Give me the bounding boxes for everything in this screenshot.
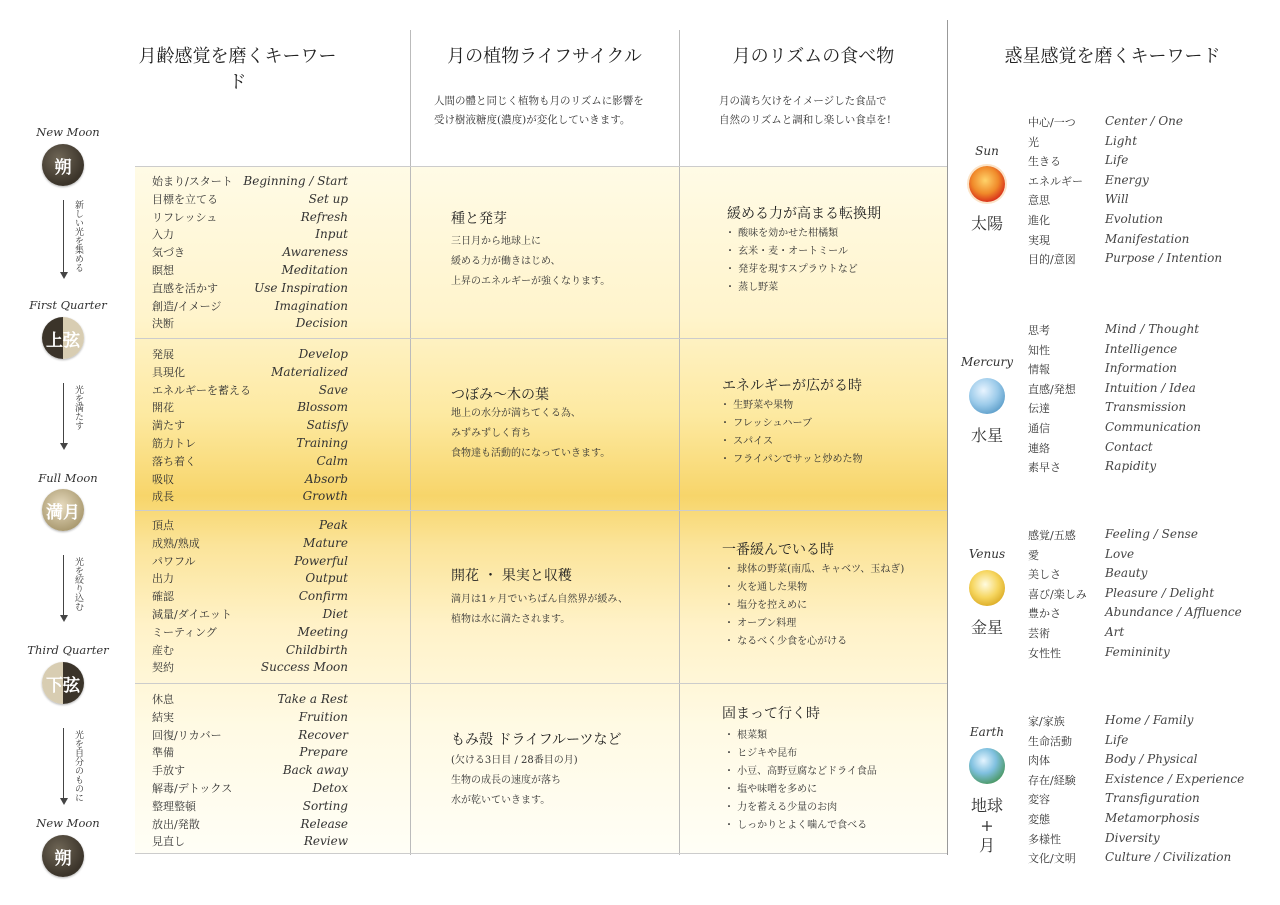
- keyword-en: Use Inspiration: [254, 280, 348, 295]
- food-item: ・ 塩分を控えめに: [724, 600, 808, 611]
- food-item: ・ スパイス: [720, 436, 774, 447]
- keyword-row: [152, 434, 348, 452]
- planet-keyword-en: Art: [1105, 625, 1125, 639]
- food-item: ・ 酸味を効かせた柑橘類: [725, 228, 839, 239]
- planet-keyword-en: Feeling / Sense: [1105, 527, 1198, 541]
- planet-keyword-jp: 喜び/楽しみ: [1028, 587, 1087, 601]
- keyword-jp: 解毒/デトックス: [152, 782, 233, 795]
- planet-name-jp: 地球: [970, 796, 1003, 815]
- food-item: ・ オーブン料理: [724, 618, 797, 629]
- keyword-row: [152, 381, 348, 399]
- keyword-row: [152, 587, 348, 605]
- keyword-jp: リフレッシュ: [152, 210, 218, 224]
- keyword-jp: 直感を活かす: [152, 281, 218, 295]
- keyword-en: Refresh: [300, 209, 348, 224]
- arrow-down-icon: [60, 272, 68, 279]
- planet-keyword-en: Culture / Civilization: [1105, 850, 1232, 865]
- keyword-row: [152, 534, 348, 552]
- keyword-en: Confirm: [298, 589, 348, 604]
- keyword-en: Growth: [302, 489, 348, 504]
- planet-keyword-jp: 意思: [1028, 194, 1050, 208]
- keyword-en: Blossom: [297, 400, 348, 415]
- keyword-en: Develop: [298, 347, 348, 361]
- keyword-jp: 手放す: [152, 764, 185, 778]
- keyword-jp: 満たす: [152, 419, 185, 433]
- keyword-row: [152, 190, 348, 208]
- keyword-row: [152, 225, 348, 243]
- keyword-row: [152, 708, 348, 726]
- planet-keyword-jp: 実現: [1028, 233, 1050, 247]
- plant-line: 植物は水に満たされます。: [451, 614, 571, 625]
- keyword-en: Fruition: [298, 709, 348, 724]
- keyword-row: [152, 261, 348, 279]
- intro-line: 人間の體と同じく植物も月のリズムに影響を: [434, 95, 644, 107]
- keyword-row: [152, 743, 348, 761]
- planet-keyword-en: Life: [1105, 153, 1129, 168]
- keywords-header: 月齢感覚を磨くキーワード: [138, 46, 337, 93]
- planet-keyword-en: Will: [1105, 192, 1129, 207]
- keyword-jp: 休息: [152, 693, 174, 706]
- food-item: ・ 塩や味噌を多めに: [724, 784, 818, 795]
- plant-title: 開花 ・ 果実と収穫: [451, 568, 572, 584]
- plant-text: [451, 404, 610, 464]
- food-item: ・ 火を通した果物: [724, 582, 808, 593]
- keyword-jp: 発展: [152, 348, 174, 361]
- keyword-en: Childbirth: [285, 642, 348, 657]
- mercury-icon: [969, 378, 1005, 414]
- planet-keyword-en: Existence / Experience: [1105, 771, 1245, 786]
- food-item: ・ フライパンでサッと炒めた物: [720, 454, 863, 465]
- planet-keyword-jp: 中心/一つ: [1028, 116, 1076, 129]
- keyword-en: Output: [305, 571, 348, 586]
- keyword-jp: 回復/リカバー: [152, 728, 222, 742]
- moon-label-new: New Moon: [36, 125, 100, 139]
- planet-keyword-jp: 感覚/五感: [1028, 529, 1076, 542]
- planet-keyword-jp: 愛: [1028, 548, 1039, 562]
- keyword-jp: 頂点: [152, 519, 174, 532]
- plant-line: 緩める力が働きはじめ、: [451, 256, 561, 267]
- keyword-row: [152, 832, 348, 850]
- planet-keyword-jp: 素早さ: [1028, 461, 1061, 475]
- intro-line: 受け樹液糖度(濃度)が変化していきます。: [434, 114, 631, 126]
- food-header: 月のリズムの食べ物: [732, 46, 895, 67]
- food-list: [724, 561, 904, 651]
- keyword-row: [152, 314, 348, 332]
- food-item: ・ 小豆、高野豆腐などドライ食品: [724, 766, 877, 777]
- plant-header: 月の植物ライフサイクル: [447, 46, 642, 67]
- planet-keyword-jp: 生命活動: [1028, 734, 1072, 748]
- food-item: ・ しっかりとよく噛んで食べる: [724, 820, 868, 831]
- food-item: ・ フレッシュハーブ: [720, 418, 812, 429]
- keyword-en: Materialized: [271, 364, 348, 379]
- keyword-en: Success Moon: [260, 660, 348, 675]
- keyword-row: [152, 797, 348, 815]
- keyword-en: Input: [315, 227, 348, 242]
- plant-title: もみ殻 ドライフルーツなど: [451, 732, 622, 748]
- planet-keyword-en: Contact: [1105, 439, 1153, 454]
- keyword-jp: 見直し: [152, 835, 185, 849]
- moon-label-new: New Moon: [36, 816, 100, 830]
- full-moon-icon: 満月: [42, 489, 84, 531]
- plant-line: 生物の成長の速度が落ち: [451, 775, 561, 786]
- keyword-jp: 創造/イメージ: [152, 299, 222, 313]
- planet-keyword-jp: 女性性: [1028, 646, 1061, 660]
- keyword-jp: 気づき: [152, 246, 185, 260]
- planet-keyword-jp: 多様性: [1028, 832, 1061, 846]
- planet-plus: +: [980, 816, 994, 835]
- planet-keyword-en: Evolution: [1105, 212, 1163, 226]
- planet-keyword-en: Diversity: [1105, 830, 1160, 845]
- keyword-row: [152, 658, 348, 676]
- keyword-jp: 確認: [152, 590, 174, 604]
- food-title: 緩める力が高まる転換期: [727, 206, 881, 222]
- keyword-en: Back away: [282, 763, 348, 778]
- planet-keyword-jp: 情報: [1028, 363, 1050, 377]
- keyword-jp: 出力: [152, 572, 174, 586]
- planet-keyword-en: Beauty: [1105, 566, 1148, 581]
- phase-divider: [135, 166, 947, 167]
- planet-name-en: Sun: [975, 144, 999, 158]
- column-divider: [679, 30, 680, 855]
- keyword-row: [152, 569, 348, 587]
- planet-keyword-jp: 思考: [1028, 324, 1050, 337]
- keyword-row: [152, 779, 348, 797]
- planet-keyword-jp: 文化/文明: [1028, 852, 1076, 866]
- planet-keyword-jp: 美しさ: [1028, 568, 1061, 582]
- keyword-jp: 目標を立てる: [152, 192, 218, 206]
- keyword-row: [152, 452, 348, 470]
- keyword-jp: 成熟/熟成: [152, 536, 200, 550]
- phase-caption: 光を自分のものに: [73, 730, 83, 802]
- keyword-row: [152, 470, 348, 488]
- planet-keyword-jp: 芸術: [1028, 627, 1050, 640]
- keyword-en: Awareness: [282, 245, 348, 260]
- keyword-row: [152, 487, 348, 505]
- food-title: 固まって行く時: [722, 706, 820, 722]
- keyword-jp: 整理整頓: [152, 799, 196, 813]
- keyword-jp: エネルギーを蓄える: [152, 383, 251, 397]
- food-title: エネルギーが広がる時: [722, 378, 862, 394]
- planet-keyword-jp: 変容: [1028, 793, 1050, 807]
- planet-name-jp-moon: 月: [978, 836, 995, 855]
- planet-name-en: Earth: [969, 725, 1005, 739]
- keyword-en: Recover: [298, 727, 348, 742]
- planet-keyword-en: Life: [1105, 732, 1129, 747]
- keyword-row: [152, 243, 348, 261]
- planet-keyword-en: Home / Family: [1105, 713, 1194, 727]
- keyword-row: [152, 398, 348, 416]
- planet-keyword-en: Light: [1105, 133, 1138, 148]
- keyword-row: [152, 297, 348, 315]
- third-quarter-moon-icon: 下弦: [42, 662, 84, 704]
- phase-caption: 光を満たす: [73, 385, 83, 430]
- keyword-row: [152, 172, 348, 190]
- keyword-jp: 契約: [152, 661, 174, 675]
- phase-arrow: [63, 383, 64, 443]
- food-item: ・ 発芽を現すスプラウトなど: [725, 264, 858, 275]
- plant-text: [451, 232, 610, 292]
- food-intro: [719, 92, 891, 130]
- phase-divider: [135, 338, 947, 339]
- keyword-jp: 落ち着く: [152, 454, 196, 468]
- new-moon-icon: 朔: [42, 144, 84, 186]
- keyword-en: Save: [318, 382, 348, 397]
- earth-icon: [969, 748, 1005, 784]
- planet-keyword-jp: 家/家族: [1028, 715, 1065, 728]
- column-divider: [947, 20, 948, 855]
- food-item: ・ なるべく少食を心がける: [724, 636, 848, 647]
- plant-line: 地上の水分が満ちてくる為、: [451, 408, 581, 419]
- intro-line: 自然のリズムと調和し楽しい食卓を!: [719, 114, 892, 126]
- plant-text: [451, 751, 578, 811]
- keyword-en: Diet: [322, 607, 348, 621]
- planet-keyword-en: Center / One: [1105, 114, 1184, 128]
- keyword-en: Take a Rest: [277, 692, 348, 706]
- keyword-row: [152, 761, 348, 779]
- food-item: ・ 力を蓄える少量のお肉: [724, 802, 838, 813]
- planet-keyword-en: Femininity: [1105, 644, 1170, 659]
- food-item: ・ 根菜類: [724, 730, 768, 741]
- keyword-jp: 結実: [152, 710, 174, 724]
- planet-keyword-en: Intelligence: [1105, 341, 1178, 356]
- arrow-down-icon: [60, 615, 68, 622]
- food-list: [725, 225, 858, 297]
- planet-keyword-jp: 肉体: [1028, 754, 1050, 768]
- keyword-en: Absorb: [304, 471, 348, 486]
- plant-title: つぼみ〜木の葉: [451, 387, 549, 403]
- arrow-down-icon: [60, 443, 68, 450]
- planet-keyword-jp: 通信: [1028, 422, 1050, 435]
- planet-keyword-jp: 存在/経験: [1028, 773, 1076, 787]
- planet-keyword-en: Manifestation: [1105, 231, 1190, 246]
- keyword-row: [152, 605, 348, 623]
- planet-keyword-en: Information: [1105, 361, 1178, 376]
- planets-header: 惑星感覚を磨くキーワード: [1004, 46, 1221, 67]
- keyword-jp: ミーティング: [152, 625, 217, 639]
- keyword-jp: 開花: [152, 401, 174, 415]
- plant-line: 三日月から地球上に: [451, 236, 541, 247]
- keyword-en: Meditation: [281, 263, 348, 277]
- keyword-jp: 入力: [152, 228, 174, 242]
- planet-name-jp: 太陽: [970, 214, 1003, 233]
- planet-keyword-en: Rapidity: [1105, 459, 1157, 474]
- keyword-en: Calm: [316, 453, 348, 468]
- first-quarter-moon-icon: 上弦: [42, 317, 84, 359]
- sun-icon: [969, 166, 1005, 202]
- keyword-row: [152, 345, 348, 363]
- planet-keyword-en: Communication: [1105, 420, 1201, 434]
- planet-keyword-jp: 生きる: [1028, 155, 1061, 169]
- column-divider: [410, 30, 411, 855]
- planet-keyword-en: Transmission: [1105, 400, 1187, 415]
- planet-keyword-en: Energy: [1105, 172, 1149, 187]
- keyword-en: Imagination: [274, 298, 348, 313]
- moon-label-first-quarter: First Quarter: [29, 298, 107, 312]
- keyword-en: Training: [296, 436, 348, 450]
- keyword-en: Prepare: [299, 745, 348, 760]
- keyword-row: [152, 623, 348, 641]
- keyword-jp: 減量/ダイエット: [152, 608, 232, 621]
- keyword-jp: 産む: [152, 643, 174, 657]
- plant-line: (欠ける3日目 / 28番目の月): [451, 755, 578, 766]
- planet-keyword-en: Purpose / Intention: [1105, 251, 1223, 266]
- food-item: ・ 蒸し野菜: [725, 282, 779, 293]
- planet-keyword-jp: エネルギー: [1028, 174, 1083, 188]
- plant-intro: [434, 92, 644, 130]
- keyword-jp: 始まり/スタート: [152, 175, 233, 188]
- keyword-row: [152, 815, 348, 833]
- planet-name-en: Mercury: [960, 355, 1014, 369]
- planet-keyword-jp: 伝達: [1028, 402, 1050, 416]
- phase-caption: 光を絞り込む: [73, 557, 83, 611]
- food-list: [724, 727, 877, 835]
- keyword-jp: 放出/発散: [152, 817, 200, 831]
- new-moon-icon: 朔: [42, 835, 84, 877]
- planet-keyword-en: Pleasure / Delight: [1105, 585, 1215, 600]
- plant-title: 種と発芽: [451, 211, 507, 227]
- planet-name-jp: 金星: [970, 618, 1003, 637]
- keyword-jp: 準備: [152, 746, 174, 760]
- keyword-en: Detox: [312, 781, 348, 795]
- keyword-row: [152, 516, 348, 534]
- planet-keyword-jp: 目的/意図: [1028, 253, 1076, 267]
- keyword-en: Set up: [308, 191, 348, 206]
- planet-keyword-jp: 光: [1028, 135, 1039, 149]
- keyword-en: Decision: [295, 316, 348, 331]
- planet-keyword-en: Transfiguration: [1105, 791, 1200, 806]
- planet-name-en: Venus: [968, 547, 1006, 561]
- plant-text: [451, 590, 628, 630]
- keyword-jp: 吸収: [152, 472, 174, 486]
- keyword-jp: 決断: [152, 317, 174, 331]
- planet-keyword-jp: 変態: [1028, 813, 1050, 826]
- food-item: ・ 生野菜や果物: [720, 400, 794, 411]
- keyword-row: [152, 279, 348, 297]
- planet-keyword-en: Metamorphosis: [1105, 811, 1200, 825]
- keyword-row: [152, 363, 348, 381]
- arrow-down-icon: [60, 798, 68, 805]
- plant-line: 食物達も活動的になっていきます。: [451, 448, 611, 459]
- phase-divider: [135, 510, 947, 511]
- phase-arrow: [63, 200, 64, 272]
- planet-keyword-en: Mind / Thought: [1105, 322, 1200, 336]
- plant-line: みずみずしく育ち: [451, 428, 531, 439]
- planet-keyword-jp: 豊かさ: [1028, 607, 1061, 621]
- planet-keyword-jp: 進化: [1028, 214, 1050, 227]
- keyword-en: Peak: [318, 518, 348, 532]
- keyword-en: Sorting: [302, 798, 348, 813]
- planet-keyword-jp: 直感/発想: [1028, 382, 1076, 396]
- keyword-row: [152, 641, 348, 659]
- planet-keyword-jp: 知性: [1028, 343, 1050, 357]
- plant-line: 上昇のエネルギーが強くなります。: [451, 276, 611, 287]
- keyword-en: Powerful: [294, 553, 348, 568]
- phase-arrow: [63, 555, 64, 615]
- phase-divider: [135, 853, 947, 854]
- planet-keyword-en: Body / Physical: [1105, 752, 1198, 767]
- phase-arrow: [63, 728, 64, 798]
- keyword-en: Meeting: [297, 624, 348, 639]
- food-title: 一番緩んでいる時: [722, 542, 834, 558]
- keyword-jp: 具現化: [152, 365, 185, 379]
- plant-line: 水が乾いていきます。: [451, 795, 551, 806]
- keyword-jp: 成長: [152, 490, 174, 504]
- food-item: ・ 球体の野菜(南瓜、キャベツ、玉ねぎ): [724, 564, 905, 575]
- venus-icon: [969, 570, 1005, 606]
- phase-caption: 新しい光を集める: [73, 200, 83, 272]
- keyword-row: [152, 416, 348, 434]
- keyword-en: Beginning / Start: [243, 174, 348, 188]
- keyword-row: [152, 552, 348, 570]
- planet-name-jp: 水星: [970, 426, 1003, 445]
- keyword-en: Review: [303, 834, 348, 849]
- plant-line: 満月は1ヶ月でいちばん自然界が緩み、: [451, 594, 628, 605]
- keyword-en: Satisfy: [306, 418, 348, 433]
- planet-keyword-en: Love: [1105, 546, 1135, 561]
- food-item: ・ 玄米・麦・オートミール: [725, 246, 848, 257]
- food-list: [720, 397, 862, 469]
- food-item: ・ ヒジキや昆布: [724, 748, 798, 759]
- moon-label-full: Full Moon: [38, 471, 98, 485]
- keyword-en: Mature: [303, 535, 348, 550]
- phase-divider: [135, 683, 947, 684]
- planet-keyword-jp: 連絡: [1028, 441, 1050, 455]
- keyword-jp: パワフル: [152, 554, 196, 568]
- keyword-row: [152, 208, 348, 226]
- keyword-row: [152, 726, 348, 744]
- moon-label-third-quarter: Third Quarter: [27, 643, 109, 657]
- intro-line: 月の満ち欠けをイメージした食品で: [719, 95, 887, 107]
- planet-keyword-en: Abundance / Affluence: [1105, 605, 1242, 620]
- keyword-en: Release: [300, 816, 348, 831]
- keyword-jp: 筋力トレ: [152, 437, 196, 450]
- keyword-jp: 瞑想: [152, 264, 174, 277]
- keyword-row: [152, 690, 348, 708]
- planet-keyword-en: Intuition / Idea: [1105, 380, 1196, 395]
